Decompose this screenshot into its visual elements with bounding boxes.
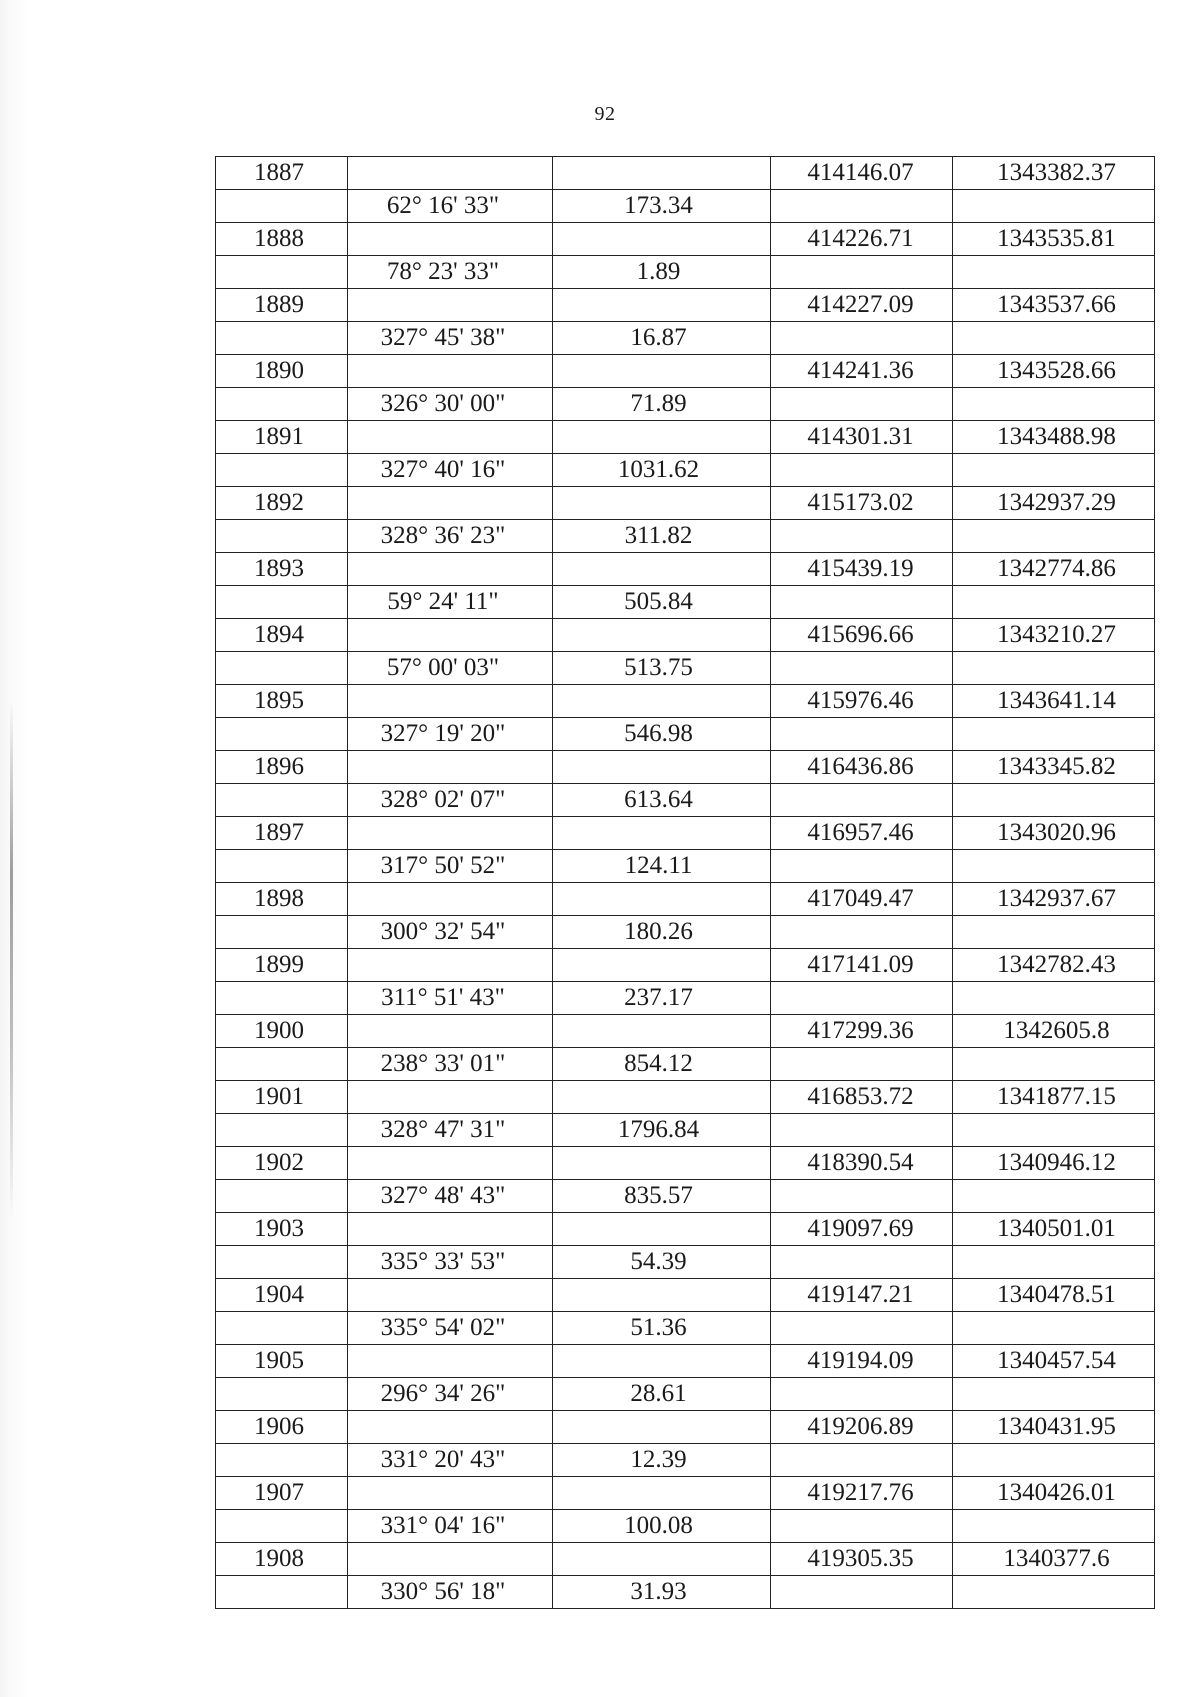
bearing-cell: 317° 50' 52" (348, 850, 553, 883)
station-number-cell: 1897 (216, 817, 348, 850)
empty-distance-cell (553, 949, 771, 982)
empty-northing-cell (771, 1114, 953, 1147)
station-number-cell: 1887 (216, 157, 348, 190)
station-row (216, 1213, 1155, 1246)
empty-northing-cell (771, 256, 953, 289)
empty-bearing-cell (348, 1345, 553, 1378)
bearing-cell: 328° 02' 07" (348, 784, 553, 817)
distance-cell: 237.17 (553, 982, 771, 1015)
empty-station-cell (216, 190, 348, 223)
station-row (216, 949, 1155, 982)
distance-cell: 54.39 (553, 1246, 771, 1279)
bearing-cell: 328° 47' 31" (348, 1114, 553, 1147)
easting-cell: 1343528.66 (953, 355, 1155, 388)
station-row (216, 619, 1155, 652)
station-number-cell: 1895 (216, 685, 348, 718)
station-row (216, 751, 1155, 784)
distance-cell: 173.34 (553, 190, 771, 223)
page-number: 92 (594, 103, 616, 125)
distance-cell: 613.64 (553, 784, 771, 817)
survey-coordinate-table (215, 156, 1155, 1609)
empty-distance-cell (553, 619, 771, 652)
empty-easting-cell (953, 388, 1155, 421)
empty-bearing-cell (348, 1543, 553, 1576)
empty-easting-cell (953, 718, 1155, 751)
traverse-leg-row (216, 1312, 1155, 1345)
empty-station-cell (216, 652, 348, 685)
bearing-cell: 335° 54' 02" (348, 1312, 553, 1345)
empty-bearing-cell (348, 1015, 553, 1048)
empty-station-cell (216, 388, 348, 421)
empty-bearing-cell (348, 1279, 553, 1312)
northing-cell: 416436.86 (771, 751, 953, 784)
empty-northing-cell (771, 1312, 953, 1345)
northing-cell: 417299.36 (771, 1015, 953, 1048)
bearing-cell: 57° 00' 03" (348, 652, 553, 685)
station-number-cell: 1901 (216, 1081, 348, 1114)
empty-northing-cell (771, 982, 953, 1015)
station-row (216, 1015, 1155, 1048)
empty-station-cell (216, 916, 348, 949)
northing-cell: 418390.54 (771, 1147, 953, 1180)
station-number-cell: 1907 (216, 1477, 348, 1510)
easting-cell: 1340478.51 (953, 1279, 1155, 1312)
empty-northing-cell (771, 784, 953, 817)
northing-cell: 419194.09 (771, 1345, 953, 1378)
northing-cell: 414226.71 (771, 223, 953, 256)
bearing-cell: 330° 56' 18" (348, 1576, 553, 1609)
empty-easting-cell (953, 784, 1155, 817)
distance-cell: 31.93 (553, 1576, 771, 1609)
northing-cell: 416957.46 (771, 817, 953, 850)
traverse-leg-row (216, 982, 1155, 1015)
bearing-cell: 62° 16' 33" (348, 190, 553, 223)
empty-bearing-cell (348, 1477, 553, 1510)
station-row (216, 1411, 1155, 1444)
traverse-leg-row (216, 1576, 1155, 1609)
distance-cell: 28.61 (553, 1378, 771, 1411)
northing-cell: 417049.47 (771, 883, 953, 916)
easting-cell: 1340501.01 (953, 1213, 1155, 1246)
station-row (216, 157, 1155, 190)
empty-station-cell (216, 1576, 348, 1609)
easting-cell: 1342937.67 (953, 883, 1155, 916)
traverse-leg-row (216, 586, 1155, 619)
empty-easting-cell (953, 256, 1155, 289)
empty-station-cell (216, 1246, 348, 1279)
empty-station-cell (216, 520, 348, 553)
northing-cell: 419217.76 (771, 1477, 953, 1510)
distance-cell: 1.89 (553, 256, 771, 289)
northing-cell: 419097.69 (771, 1213, 953, 1246)
northing-cell: 414146.07 (771, 157, 953, 190)
empty-northing-cell (771, 454, 953, 487)
traverse-leg-row (216, 916, 1155, 949)
empty-bearing-cell (348, 553, 553, 586)
easting-cell: 1343382.37 (953, 157, 1155, 190)
empty-northing-cell (771, 1180, 953, 1213)
distance-cell: 12.39 (553, 1444, 771, 1477)
empty-easting-cell (953, 322, 1155, 355)
traverse-leg-row (216, 1048, 1155, 1081)
empty-bearing-cell (348, 289, 553, 322)
northing-cell: 415173.02 (771, 487, 953, 520)
distance-cell: 180.26 (553, 916, 771, 949)
distance-cell: 51.36 (553, 1312, 771, 1345)
empty-distance-cell (553, 685, 771, 718)
distance-cell: 100.08 (553, 1510, 771, 1543)
empty-station-cell (216, 1378, 348, 1411)
empty-distance-cell (553, 1147, 771, 1180)
empty-northing-cell (771, 652, 953, 685)
traverse-leg-row (216, 1246, 1155, 1279)
empty-northing-cell (771, 1576, 953, 1609)
empty-bearing-cell (348, 619, 553, 652)
empty-bearing-cell (348, 223, 553, 256)
bearing-cell: 327° 48' 43" (348, 1180, 553, 1213)
distance-cell: 311.82 (553, 520, 771, 553)
empty-distance-cell (553, 487, 771, 520)
station-row (216, 685, 1155, 718)
empty-northing-cell (771, 1048, 953, 1081)
empty-easting-cell (953, 1510, 1155, 1543)
traverse-leg-row (216, 718, 1155, 751)
station-row (216, 883, 1155, 916)
easting-cell: 1343537.66 (953, 289, 1155, 322)
empty-bearing-cell (348, 157, 553, 190)
northing-cell: 419206.89 (771, 1411, 953, 1444)
bearing-cell: 300° 32' 54" (348, 916, 553, 949)
distance-cell: 1031.62 (553, 454, 771, 487)
empty-bearing-cell (348, 355, 553, 388)
bearing-cell: 311° 51' 43" (348, 982, 553, 1015)
survey-table-body (216, 157, 1155, 1609)
station-number-cell: 1908 (216, 1543, 348, 1576)
station-number-cell: 1903 (216, 1213, 348, 1246)
distance-cell: 71.89 (553, 388, 771, 421)
empty-distance-cell (553, 223, 771, 256)
distance-cell: 505.84 (553, 586, 771, 619)
empty-northing-cell (771, 718, 953, 751)
bearing-cell: 327° 45' 38" (348, 322, 553, 355)
empty-station-cell (216, 586, 348, 619)
traverse-leg-row (216, 784, 1155, 817)
traverse-leg-row (216, 1510, 1155, 1543)
empty-northing-cell (771, 850, 953, 883)
empty-bearing-cell (348, 1081, 553, 1114)
empty-distance-cell (553, 1345, 771, 1378)
empty-distance-cell (553, 751, 771, 784)
empty-distance-cell (553, 1279, 771, 1312)
empty-bearing-cell (348, 1213, 553, 1246)
empty-station-cell (216, 256, 348, 289)
easting-cell: 1343020.96 (953, 817, 1155, 850)
traverse-leg-row (216, 388, 1155, 421)
station-number-cell: 1896 (216, 751, 348, 784)
empty-station-cell (216, 850, 348, 883)
empty-distance-cell (553, 1543, 771, 1576)
traverse-leg-row (216, 1378, 1155, 1411)
empty-easting-cell (953, 1246, 1155, 1279)
station-number-cell: 1888 (216, 223, 348, 256)
easting-cell: 1341877.15 (953, 1081, 1155, 1114)
empty-station-cell (216, 454, 348, 487)
scan-edge-shadow (0, 0, 30, 1697)
traverse-leg-row (216, 454, 1155, 487)
distance-cell: 16.87 (553, 322, 771, 355)
empty-station-cell (216, 982, 348, 1015)
northing-cell: 415439.19 (771, 553, 953, 586)
station-row (216, 421, 1155, 454)
empty-station-cell (216, 1180, 348, 1213)
empty-bearing-cell (348, 949, 553, 982)
station-number-cell: 1904 (216, 1279, 348, 1312)
distance-cell: 854.12 (553, 1048, 771, 1081)
empty-easting-cell (953, 1180, 1155, 1213)
station-number-cell: 1890 (216, 355, 348, 388)
station-row (216, 553, 1155, 586)
easting-cell: 1342605.8 (953, 1015, 1155, 1048)
empty-distance-cell (553, 883, 771, 916)
northing-cell: 415976.46 (771, 685, 953, 718)
empty-northing-cell (771, 388, 953, 421)
empty-northing-cell (771, 1378, 953, 1411)
traverse-leg-row (216, 652, 1155, 685)
bearing-cell: 296° 34' 26" (348, 1378, 553, 1411)
empty-station-cell (216, 322, 348, 355)
northing-cell: 414301.31 (771, 421, 953, 454)
distance-cell: 835.57 (553, 1180, 771, 1213)
northing-cell: 415696.66 (771, 619, 953, 652)
empty-northing-cell (771, 1510, 953, 1543)
empty-station-cell (216, 1444, 348, 1477)
empty-distance-cell (553, 1213, 771, 1246)
empty-distance-cell (553, 289, 771, 322)
easting-cell: 1342782.43 (953, 949, 1155, 982)
empty-easting-cell (953, 1378, 1155, 1411)
bearing-cell: 331° 04' 16" (348, 1510, 553, 1543)
bearing-cell: 335° 33' 53" (348, 1246, 553, 1279)
easting-cell: 1343641.14 (953, 685, 1155, 718)
empty-station-cell (216, 718, 348, 751)
station-row (216, 1081, 1155, 1114)
empty-station-cell (216, 784, 348, 817)
empty-easting-cell (953, 850, 1155, 883)
empty-easting-cell (953, 454, 1155, 487)
empty-distance-cell (553, 817, 771, 850)
empty-easting-cell (953, 1444, 1155, 1477)
empty-distance-cell (553, 1015, 771, 1048)
easting-cell: 1343535.81 (953, 223, 1155, 256)
traverse-leg-row (216, 256, 1155, 289)
empty-northing-cell (771, 1246, 953, 1279)
bearing-cell: 326° 30' 00" (348, 388, 553, 421)
empty-northing-cell (771, 322, 953, 355)
station-row (216, 355, 1155, 388)
distance-cell: 513.75 (553, 652, 771, 685)
empty-northing-cell (771, 586, 953, 619)
easting-cell: 1340431.95 (953, 1411, 1155, 1444)
empty-northing-cell (771, 190, 953, 223)
empty-distance-cell (553, 1477, 771, 1510)
empty-distance-cell (553, 1081, 771, 1114)
traverse-leg-row (216, 1114, 1155, 1147)
station-row (216, 1543, 1155, 1576)
empty-northing-cell (771, 520, 953, 553)
bearing-cell: 327° 40' 16" (348, 454, 553, 487)
northing-cell: 414227.09 (771, 289, 953, 322)
station-row (216, 1147, 1155, 1180)
station-number-cell: 1900 (216, 1015, 348, 1048)
empty-easting-cell (953, 1312, 1155, 1345)
easting-cell: 1340457.54 (953, 1345, 1155, 1378)
bearing-cell: 59° 24' 11" (348, 586, 553, 619)
station-number-cell: 1906 (216, 1411, 348, 1444)
distance-cell: 1796.84 (553, 1114, 771, 1147)
station-row (216, 223, 1155, 256)
station-number-cell: 1893 (216, 553, 348, 586)
easting-cell: 1342937.29 (953, 487, 1155, 520)
northing-cell: 419305.35 (771, 1543, 953, 1576)
northing-cell: 419147.21 (771, 1279, 953, 1312)
empty-distance-cell (553, 553, 771, 586)
empty-bearing-cell (348, 421, 553, 454)
traverse-leg-row (216, 1444, 1155, 1477)
empty-station-cell (216, 1312, 348, 1345)
northing-cell: 417141.09 (771, 949, 953, 982)
empty-easting-cell (953, 982, 1155, 1015)
station-row (216, 1279, 1155, 1312)
empty-station-cell (216, 1510, 348, 1543)
empty-bearing-cell (348, 817, 553, 850)
traverse-leg-row (216, 190, 1155, 223)
station-number-cell: 1905 (216, 1345, 348, 1378)
empty-bearing-cell (348, 1411, 553, 1444)
traverse-leg-row (216, 1180, 1155, 1213)
station-number-cell: 1898 (216, 883, 348, 916)
empty-station-cell (216, 1048, 348, 1081)
empty-bearing-cell (348, 1147, 553, 1180)
empty-easting-cell (953, 1576, 1155, 1609)
empty-easting-cell (953, 916, 1155, 949)
station-number-cell: 1902 (216, 1147, 348, 1180)
easting-cell: 1343210.27 (953, 619, 1155, 652)
easting-cell: 1343488.98 (953, 421, 1155, 454)
traverse-leg-row (216, 520, 1155, 553)
station-number-cell: 1894 (216, 619, 348, 652)
station-row (216, 1477, 1155, 1510)
bearing-cell: 238° 33' 01" (348, 1048, 553, 1081)
empty-easting-cell (953, 190, 1155, 223)
empty-northing-cell (771, 916, 953, 949)
empty-northing-cell (771, 1444, 953, 1477)
empty-distance-cell (553, 157, 771, 190)
bearing-cell: 327° 19' 20" (348, 718, 553, 751)
station-number-cell: 1899 (216, 949, 348, 982)
empty-bearing-cell (348, 883, 553, 916)
empty-distance-cell (553, 355, 771, 388)
northing-cell: 416853.72 (771, 1081, 953, 1114)
station-row (216, 289, 1155, 322)
easting-cell: 1342774.86 (953, 553, 1155, 586)
station-number-cell: 1889 (216, 289, 348, 322)
empty-distance-cell (553, 421, 771, 454)
empty-distance-cell (553, 1411, 771, 1444)
empty-bearing-cell (348, 751, 553, 784)
traverse-leg-row (216, 850, 1155, 883)
station-row (216, 1345, 1155, 1378)
empty-easting-cell (953, 1114, 1155, 1147)
station-row (216, 487, 1155, 520)
scan-binding-shadow (10, 700, 13, 1220)
empty-easting-cell (953, 652, 1155, 685)
bearing-cell: 78° 23' 33" (348, 256, 553, 289)
empty-station-cell (216, 1114, 348, 1147)
easting-cell: 1343345.82 (953, 751, 1155, 784)
empty-easting-cell (953, 520, 1155, 553)
distance-cell: 124.11 (553, 850, 771, 883)
empty-bearing-cell (348, 487, 553, 520)
easting-cell: 1340426.01 (953, 1477, 1155, 1510)
bearing-cell: 331° 20' 43" (348, 1444, 553, 1477)
traverse-leg-row (216, 322, 1155, 355)
station-number-cell: 1892 (216, 487, 348, 520)
bearing-cell: 328° 36' 23" (348, 520, 553, 553)
empty-easting-cell (953, 586, 1155, 619)
distance-cell: 546.98 (553, 718, 771, 751)
easting-cell: 1340377.6 (953, 1543, 1155, 1576)
station-row (216, 817, 1155, 850)
station-number-cell: 1891 (216, 421, 348, 454)
empty-bearing-cell (348, 685, 553, 718)
easting-cell: 1340946.12 (953, 1147, 1155, 1180)
empty-easting-cell (953, 1048, 1155, 1081)
northing-cell: 414241.36 (771, 355, 953, 388)
